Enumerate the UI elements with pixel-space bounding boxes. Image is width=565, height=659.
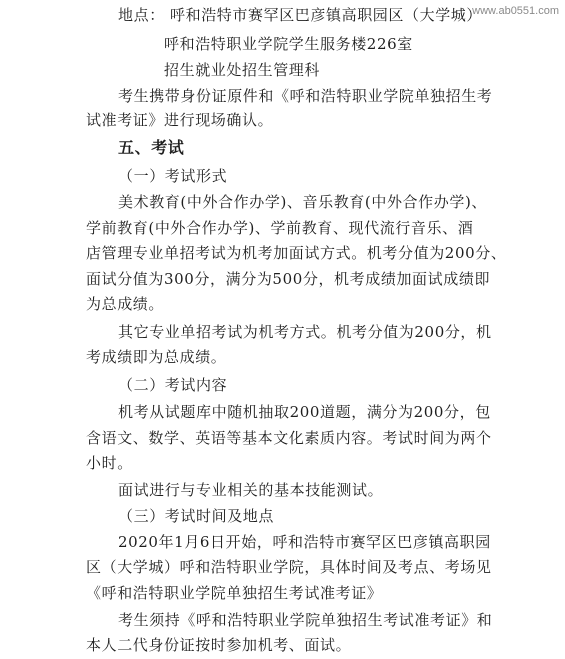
paragraph-line: 本人二代身份证按时参加机考、面试。 xyxy=(86,636,352,654)
paragraph-line: 学前教育(中外合作办学)、学前教育、现代流行音乐、酒 xyxy=(86,218,474,237)
confirm-line-1: 考生携带身份证原件和《呼和浩特职业学院单独招生考 xyxy=(118,86,493,105)
subsection-heading-2: （二）考试内容 xyxy=(118,376,228,395)
section-heading: 五、考试 xyxy=(118,138,185,158)
paragraph-line: 含语文、数学、英语等基本文化素质内容。考试时间为两个 xyxy=(86,428,492,447)
paragraph-line: 考生须持《呼和浩特职业学院单独招生考试准考证》和 xyxy=(118,610,493,629)
location-line-1: 呼和浩特市赛罕区巴彦镇高职园区（大学城） xyxy=(170,6,483,25)
paragraph-line: 为总成绩。 xyxy=(86,294,165,313)
location-line-3: 招生就业处招生管理科 xyxy=(164,60,321,79)
confirm-line-2: 试准考证》进行现场确认。 xyxy=(86,111,274,130)
subsection-heading-1: （一）考试形式 xyxy=(118,167,228,186)
paragraph-line: 美术教育(中外合作办学)、音乐教育(中外合作办学)、 xyxy=(118,193,488,212)
paragraph-line: 面试分值为300分，满分为500分，机考成绩加面试成绩即 xyxy=(86,269,491,288)
paragraph-line: 2020年1月6日开始，呼和浩特市赛罕区巴彦镇高职园 xyxy=(118,532,491,551)
paragraph-line: 店管理专业单招考试为机考加面试方式。机考分值为200分、 xyxy=(86,244,507,263)
paragraph-line: 区（大学城）呼和浩特职业学院，具体时间及考点、考场见 xyxy=(86,558,492,577)
paragraph-line: 其它专业单招考试为机考方式。机考分值为200分，机 xyxy=(118,322,492,341)
paragraph-line: 《呼和浩特职业学院单独招生考试准考证》 xyxy=(86,583,383,602)
paragraph-line: 面试进行与专业相关的基本技能测试。 xyxy=(118,481,384,500)
location-label: 地点： xyxy=(118,6,165,25)
paragraph-line: 机考从试题库中随机抽取200道题，满分为200分，包 xyxy=(118,403,491,422)
watermark: www.ab0551.com xyxy=(472,5,559,17)
paragraph-line: 考成绩即为总成绩。 xyxy=(86,348,227,367)
subsection-heading-3: （三）考试时间及地点 xyxy=(118,507,275,526)
paragraph-line: 小时。 xyxy=(86,454,133,473)
location-line-2: 呼和浩特职业学院学生服务楼226室 xyxy=(164,35,413,54)
